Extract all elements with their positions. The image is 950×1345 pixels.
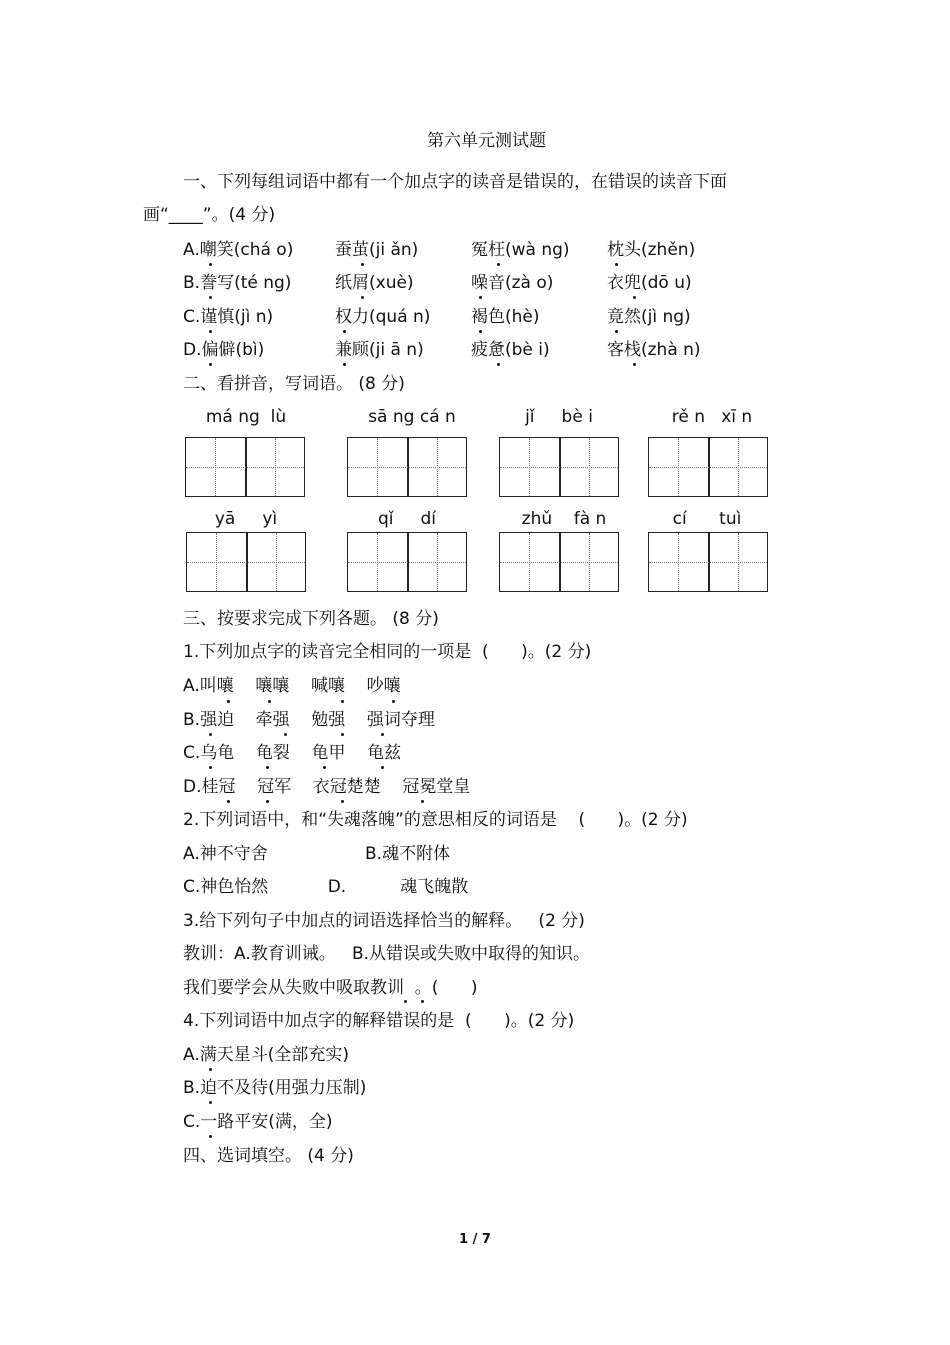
q1-row-a-4: 枕头(zhěn) <box>607 240 696 260</box>
emphasis-dot <box>404 1000 407 1003</box>
emphasis-dot <box>479 296 482 299</box>
q3-sub3-question: 3.给下列句子中加点的词语选择恰当的解释。 (2 分) <box>183 911 585 931</box>
q1-row-a-1: A.嘲笑(chá o) <box>183 240 294 260</box>
emphasis-dot <box>266 766 269 769</box>
q3-sub3-sentence: 我们要学会从失败中吸取教训 。( ) <box>183 978 478 998</box>
pinyin-label: jǐ bè i <box>525 407 593 427</box>
emphasis-dot <box>497 263 500 266</box>
q3-sub4-option-b: B.迫不及待(用强力压制) <box>183 1078 367 1098</box>
q1-row-a-3: 冤枉(wà ng) <box>471 240 570 260</box>
emphasis-dot <box>209 766 212 769</box>
pinyin-label: zhǔ fà n <box>521 509 607 529</box>
q3-sub4-option-c: C.一路平安(满，全) <box>183 1112 333 1132</box>
emphasis-dot <box>266 800 269 803</box>
q3-sub1-option-b: B.强迫 牵强 勉强 强词夺理 <box>183 710 435 730</box>
emphasis-dot <box>361 296 364 299</box>
emphasis-dot <box>209 1068 212 1071</box>
emphasis-dot <box>341 733 344 736</box>
emphasis-dot <box>227 800 230 803</box>
emphasis-dot <box>209 733 212 736</box>
emphasis-dot <box>209 1135 212 1138</box>
q1-row-b-3: 噪音(zà o) <box>471 273 554 293</box>
emphasis-dot <box>209 1101 212 1104</box>
emphasis-dot <box>392 700 395 703</box>
emphasis-dot <box>209 363 212 366</box>
emphasis-dot <box>341 800 344 803</box>
q3-sub1-option-d: D.桂冠 冠军 衣冠楚楚 冠冕堂皇 <box>183 777 471 797</box>
emphasis-dot <box>268 700 271 703</box>
q1-heading-line2: 画“____”。(4 分) <box>143 205 276 225</box>
q1-row-c-2: 权力(quá n) <box>335 307 431 327</box>
writing-grid[interactable] <box>648 437 768 497</box>
writing-grid[interactable] <box>186 532 306 592</box>
emphasis-dot <box>497 363 500 366</box>
q3-sub2-options-ab: A.神不守舍 B.魂不附体 <box>183 844 451 864</box>
q3-sub1-question: 1.下列加点字的读音完全相同的一项是 ( )。(2 分) <box>183 642 592 662</box>
emphasis-dot <box>633 296 636 299</box>
emphasis-dot <box>381 766 384 769</box>
emphasis-dot <box>633 363 636 366</box>
q2-heading: 二、看拼音，写词语。 (8 分) <box>183 374 405 394</box>
emphasis-dot <box>343 330 346 333</box>
pinyin-label: yā yì <box>214 509 278 529</box>
q1-heading-line1: 一、下列每组词语中都有一个加点字的读音是错误的，在错误的读音下面 <box>183 172 727 192</box>
q1-row-c-1: C.谨慎(jì n) <box>183 307 274 327</box>
q3-heading: 三、按要求完成下列各题。 (8 分) <box>183 609 439 629</box>
q3-sub1-option-a: A.叫嚷 嚷嚷 喊嚷 吵嚷 <box>183 676 401 696</box>
emphasis-dot <box>361 263 364 266</box>
q1-row-a-2: 蚕茧(ji ǎn) <box>335 240 419 260</box>
writing-grid[interactable] <box>185 437 305 497</box>
emphasis-dot <box>284 733 287 736</box>
q3-sub2-options-cd: C.神色怡然 D. 魂飞魄散 <box>183 877 469 897</box>
emphasis-dot <box>381 733 384 736</box>
writing-grid[interactable] <box>347 437 467 497</box>
q1-row-b-2: 纸屑(xuè) <box>335 273 414 293</box>
emphasis-dot <box>615 330 618 333</box>
emphasis-dot <box>615 263 618 266</box>
emphasis-dot <box>421 800 424 803</box>
emphasis-dot <box>341 700 344 703</box>
page-title: 第六单元测试题 <box>427 131 546 151</box>
emphasis-dot <box>209 296 212 299</box>
pinyin-label: cí tuì <box>672 509 742 529</box>
emphasis-dot <box>343 363 346 366</box>
q3-sub3-definitions: 教训：A.教育训诫。 B.从错误或失败中取得的知识。 <box>183 944 591 964</box>
q3-sub2-question: 2.下列词语中，和“失魂落魄”的意思相反的词语是 ( )。(2 分) <box>183 810 688 830</box>
q1-row-c-3: 褐色(hè) <box>471 307 540 327</box>
writing-grid[interactable] <box>648 532 768 592</box>
emphasis-dot <box>227 700 230 703</box>
q3-sub4-option-a: A.满天星斗(全部充实) <box>183 1045 349 1065</box>
q1-row-b-4: 衣兜(dō u) <box>607 273 692 293</box>
q1-row-c-4: 竟然(jì ng) <box>607 307 691 327</box>
pinyin-label: sā ng cá n <box>368 407 456 427</box>
q3-sub1-option-c: C.乌龟 龟裂 龟甲 龟兹 <box>183 743 402 763</box>
q1-row-d-2: 兼顾(ji ā n) <box>335 340 424 360</box>
writing-grid[interactable] <box>499 437 619 497</box>
writing-grid[interactable] <box>347 532 467 592</box>
emphasis-dot <box>209 263 212 266</box>
q4-heading: 四、选词填空。 (4 分) <box>183 1146 354 1166</box>
emphasis-dot <box>323 766 326 769</box>
emphasis-dot <box>421 1000 424 1003</box>
q3-sub4-question: 4.下列词语中加点字的解释错误的是 ( )。(2 分) <box>183 1011 575 1031</box>
pinyin-label: qǐ dí <box>377 509 437 529</box>
emphasis-dot <box>479 330 482 333</box>
emphasis-dot <box>209 330 212 333</box>
q1-row-d-1: D.偏僻(bì) <box>183 340 265 360</box>
q1-row-d-3: 疲惫(bè i) <box>471 340 550 360</box>
writing-grid[interactable] <box>499 532 619 592</box>
pinyin-label: má ng lù <box>205 407 287 427</box>
q1-row-d-4: 客栈(zhà n) <box>607 340 701 360</box>
pinyin-label: rě n xī n <box>671 407 753 427</box>
page-number: 1 / 7 <box>459 1232 491 1247</box>
q1-row-b-1: B.誊写(té ng) <box>183 273 292 293</box>
